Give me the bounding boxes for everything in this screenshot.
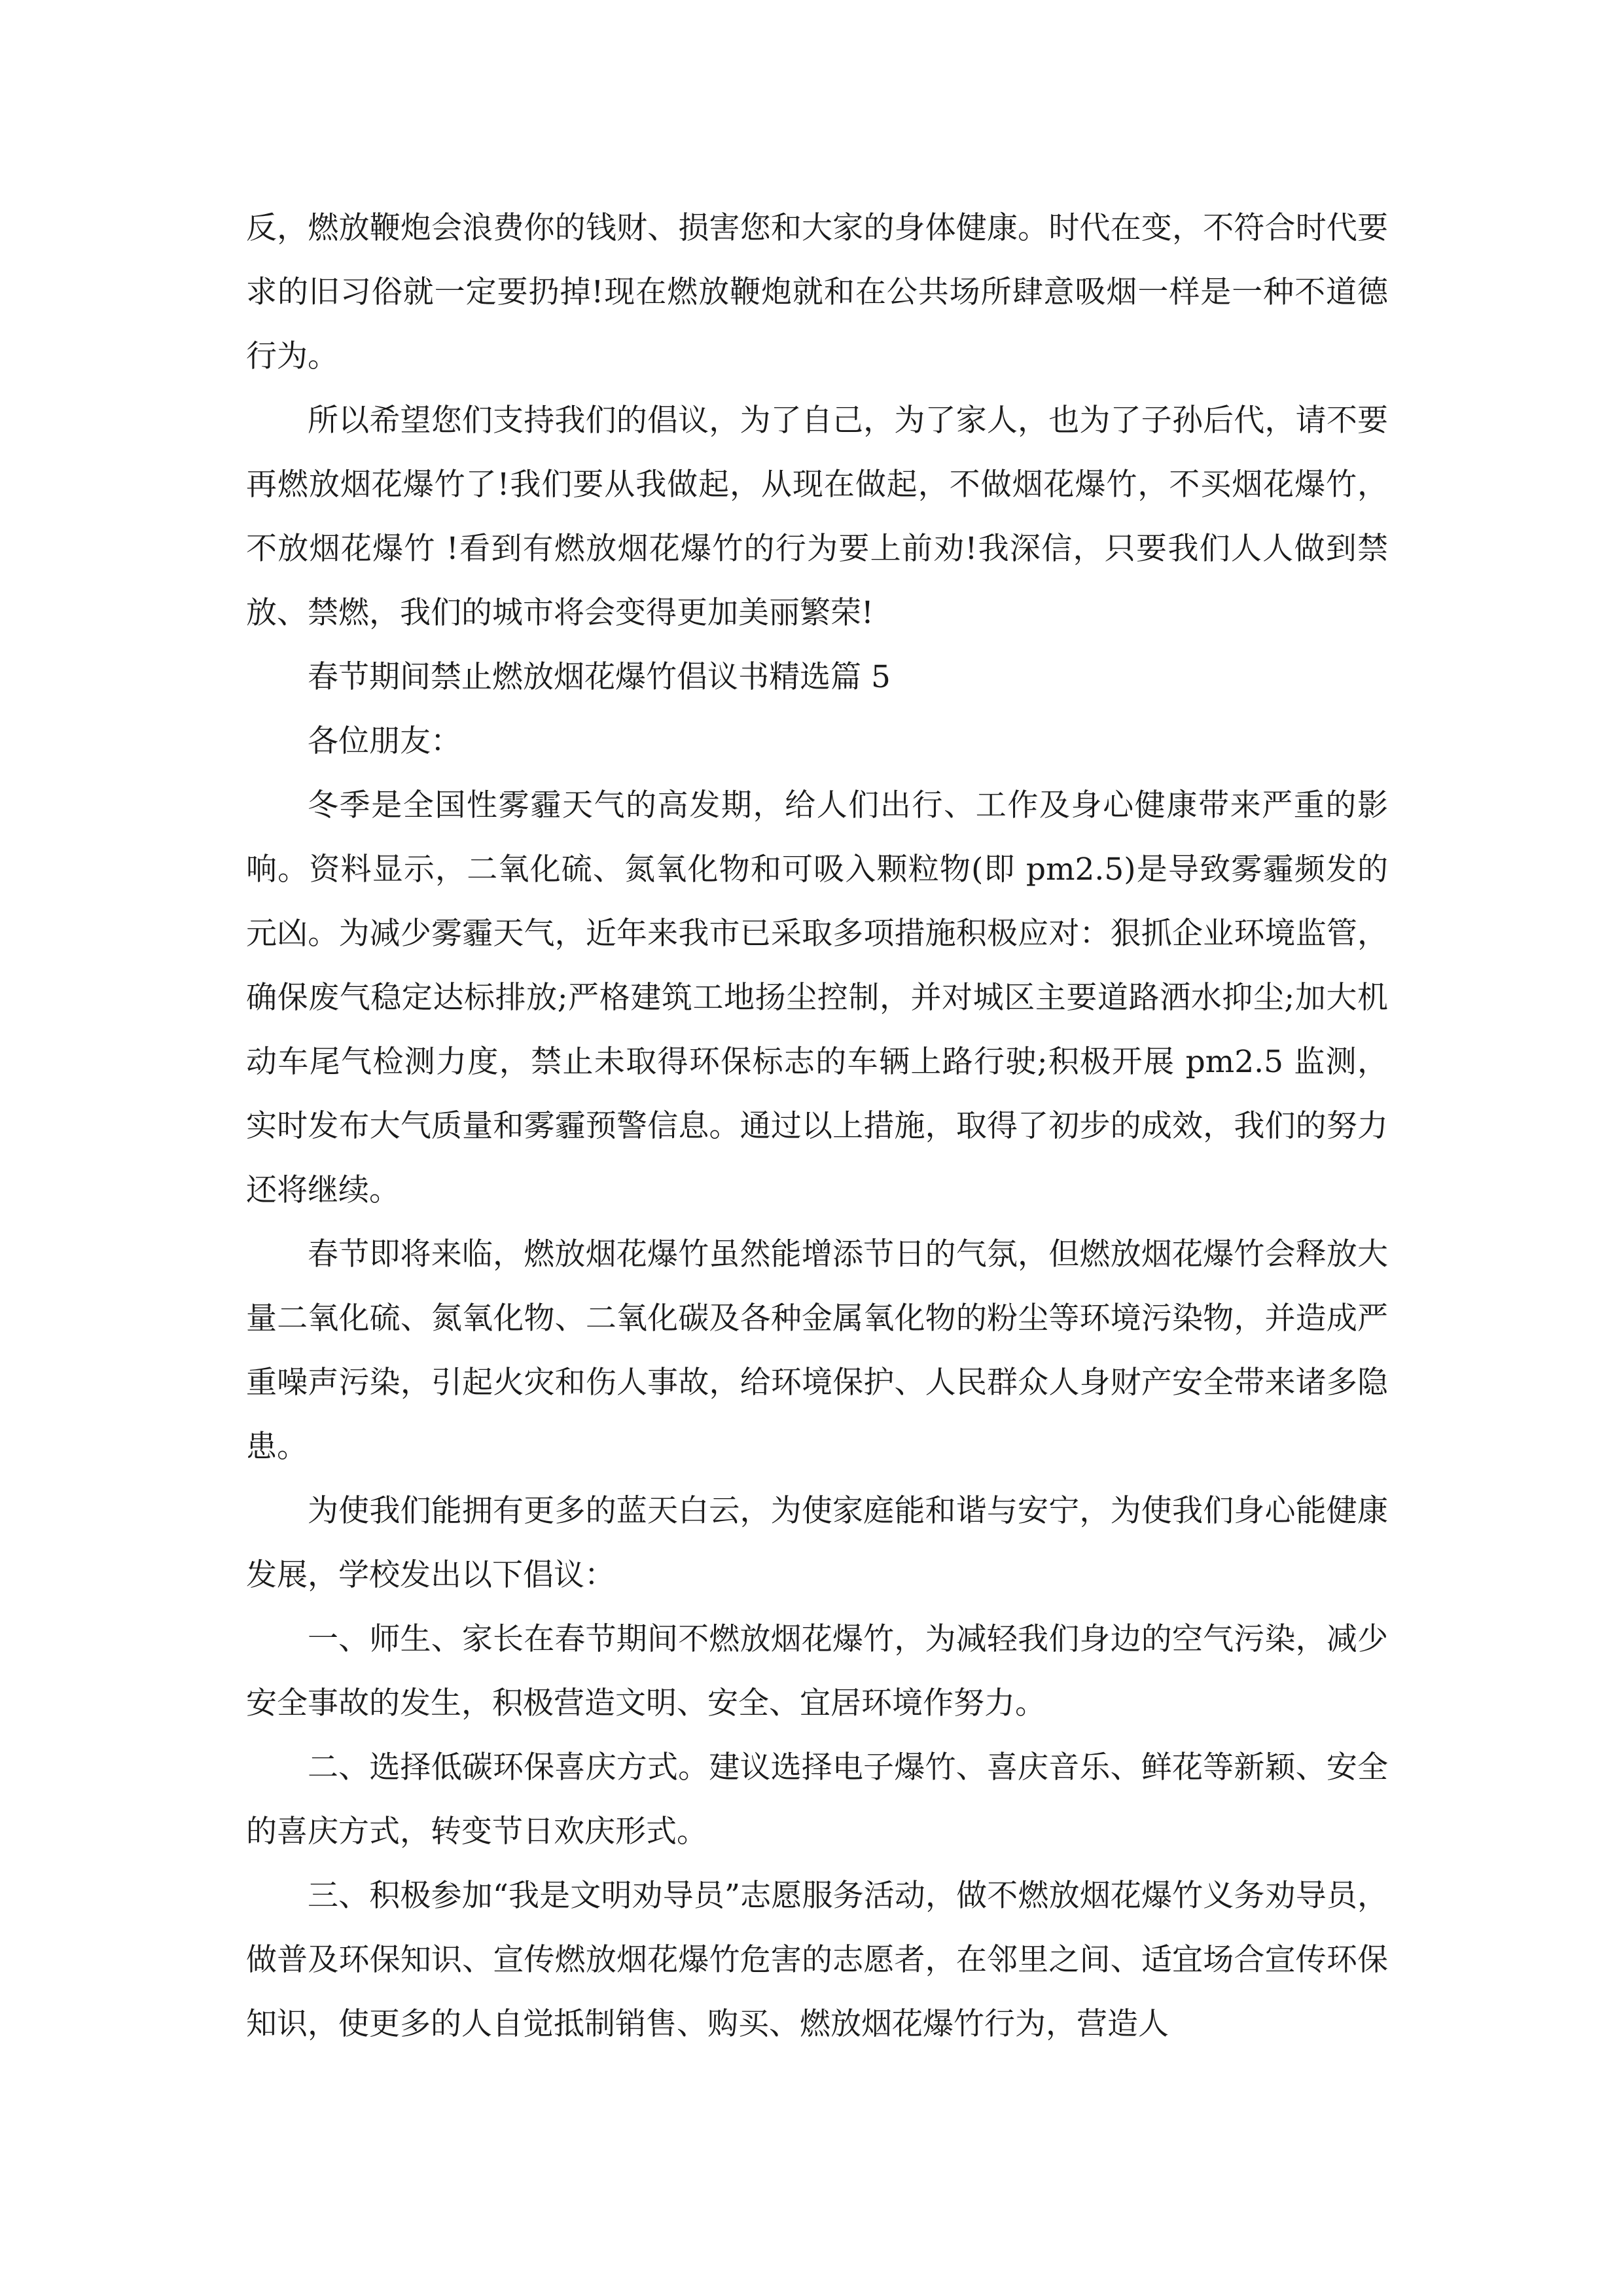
paragraph-smog: 冬季是全国性雾霾天气的高发期，给人们出行、工作及身心健康带来严重的影响。资料显示，二氧化硫、氮氧化物和可吸入颗粒物(即 pm2.5)是导致雾霾频发的元凶。为减少雾霾天气，近年来我市已采取多项措施积极应对：狠抓企业环境监管，确保废气稳定达标排放;严格建筑工地扬尘控制，并对城区主要道路洒水抑尘;加大机动车尾气检测力度，禁止未取得环保标志的车辆上路行驶;积极开展 pm2.5 监测，实时发布大气质量和雾霾预警信息。通过以上措施，取得了初步的成效，我们的努力还将继续。 bbox=[246, 787, 1388, 1208]
paragraph-continuation: 反，燃放鞭炮会浪费你的钱财、损害您和大家的身体健康。时代在变，不符合时代要求的旧习俗就一定要扔掉!现在燃放鞭炮就和在公共场所肆意吸烟一样是一种不道德行为。 bbox=[246, 210, 1388, 374]
initiative-item-3: 三、积极参加“我是文明劝导员”志愿服务活动，做不燃放烟花爆竹义务劝导员，做普及环保知识、宣传燃放烟花爆竹危害的志愿者，在邻里之间、适宜场合宣传环保知识，使更多的人自觉抵制销售、购买、燃放烟花爆竹行为，营造人 bbox=[246, 1878, 1388, 2042]
paragraph-appeal: 所以希望您们支持我们的倡议，为了自己，为了家人，也为了子孙后代，请不要再燃放烟花爆竹了!我们要从我做起，从现在做起，不做烟花爆竹，不买烟花爆竹，不放烟花爆竹 !看到有燃放烟花爆竹的行为要上前劝!我深信，只要我们人人做到禁放、禁燃，我们的城市将会变得更加美丽繁荣! bbox=[246, 403, 1388, 631]
paragraph-initiative-intro: 为使我们能拥有更多的蓝天白云，为使家庭能和谐与安宁，为使我们身心能健康发展，学校发出以下倡议： bbox=[246, 1493, 1388, 1593]
salutation: 各位朋友： bbox=[308, 723, 461, 759]
initiative-item-2: 二、选择低碳环保喜庆方式。建议选择电子爆竹、喜庆音乐、鲜花等新颖、安全的喜庆方式，转变节日欢庆形式。 bbox=[246, 1749, 1388, 1850]
section-heading: 春节期间禁止燃放烟花爆竹倡议书精选篇 5 bbox=[308, 659, 891, 695]
initiative-item-1: 一、师生、家长在春节期间不燃放烟花爆竹，为减轻我们身边的空气污染，减少安全事故的发生，积极营造文明、安全、宜居环境作努力。 bbox=[246, 1621, 1388, 1721]
document-body bbox=[246, 196, 1388, 2056]
paragraph-spring-festival: 春节即将来临，燃放烟花爆竹虽然能增添节日的气氛，但燃放烟花爆竹会释放大量二氧化硫、氮氧化物、二氧化碳及各种金属氧化物的粉尘等环境污染物，并造成严重噪声污染，引起火灾和伤人事故，给环境保护、人民群众人身财产安全带来诸多隐患。 bbox=[246, 1236, 1388, 1465]
